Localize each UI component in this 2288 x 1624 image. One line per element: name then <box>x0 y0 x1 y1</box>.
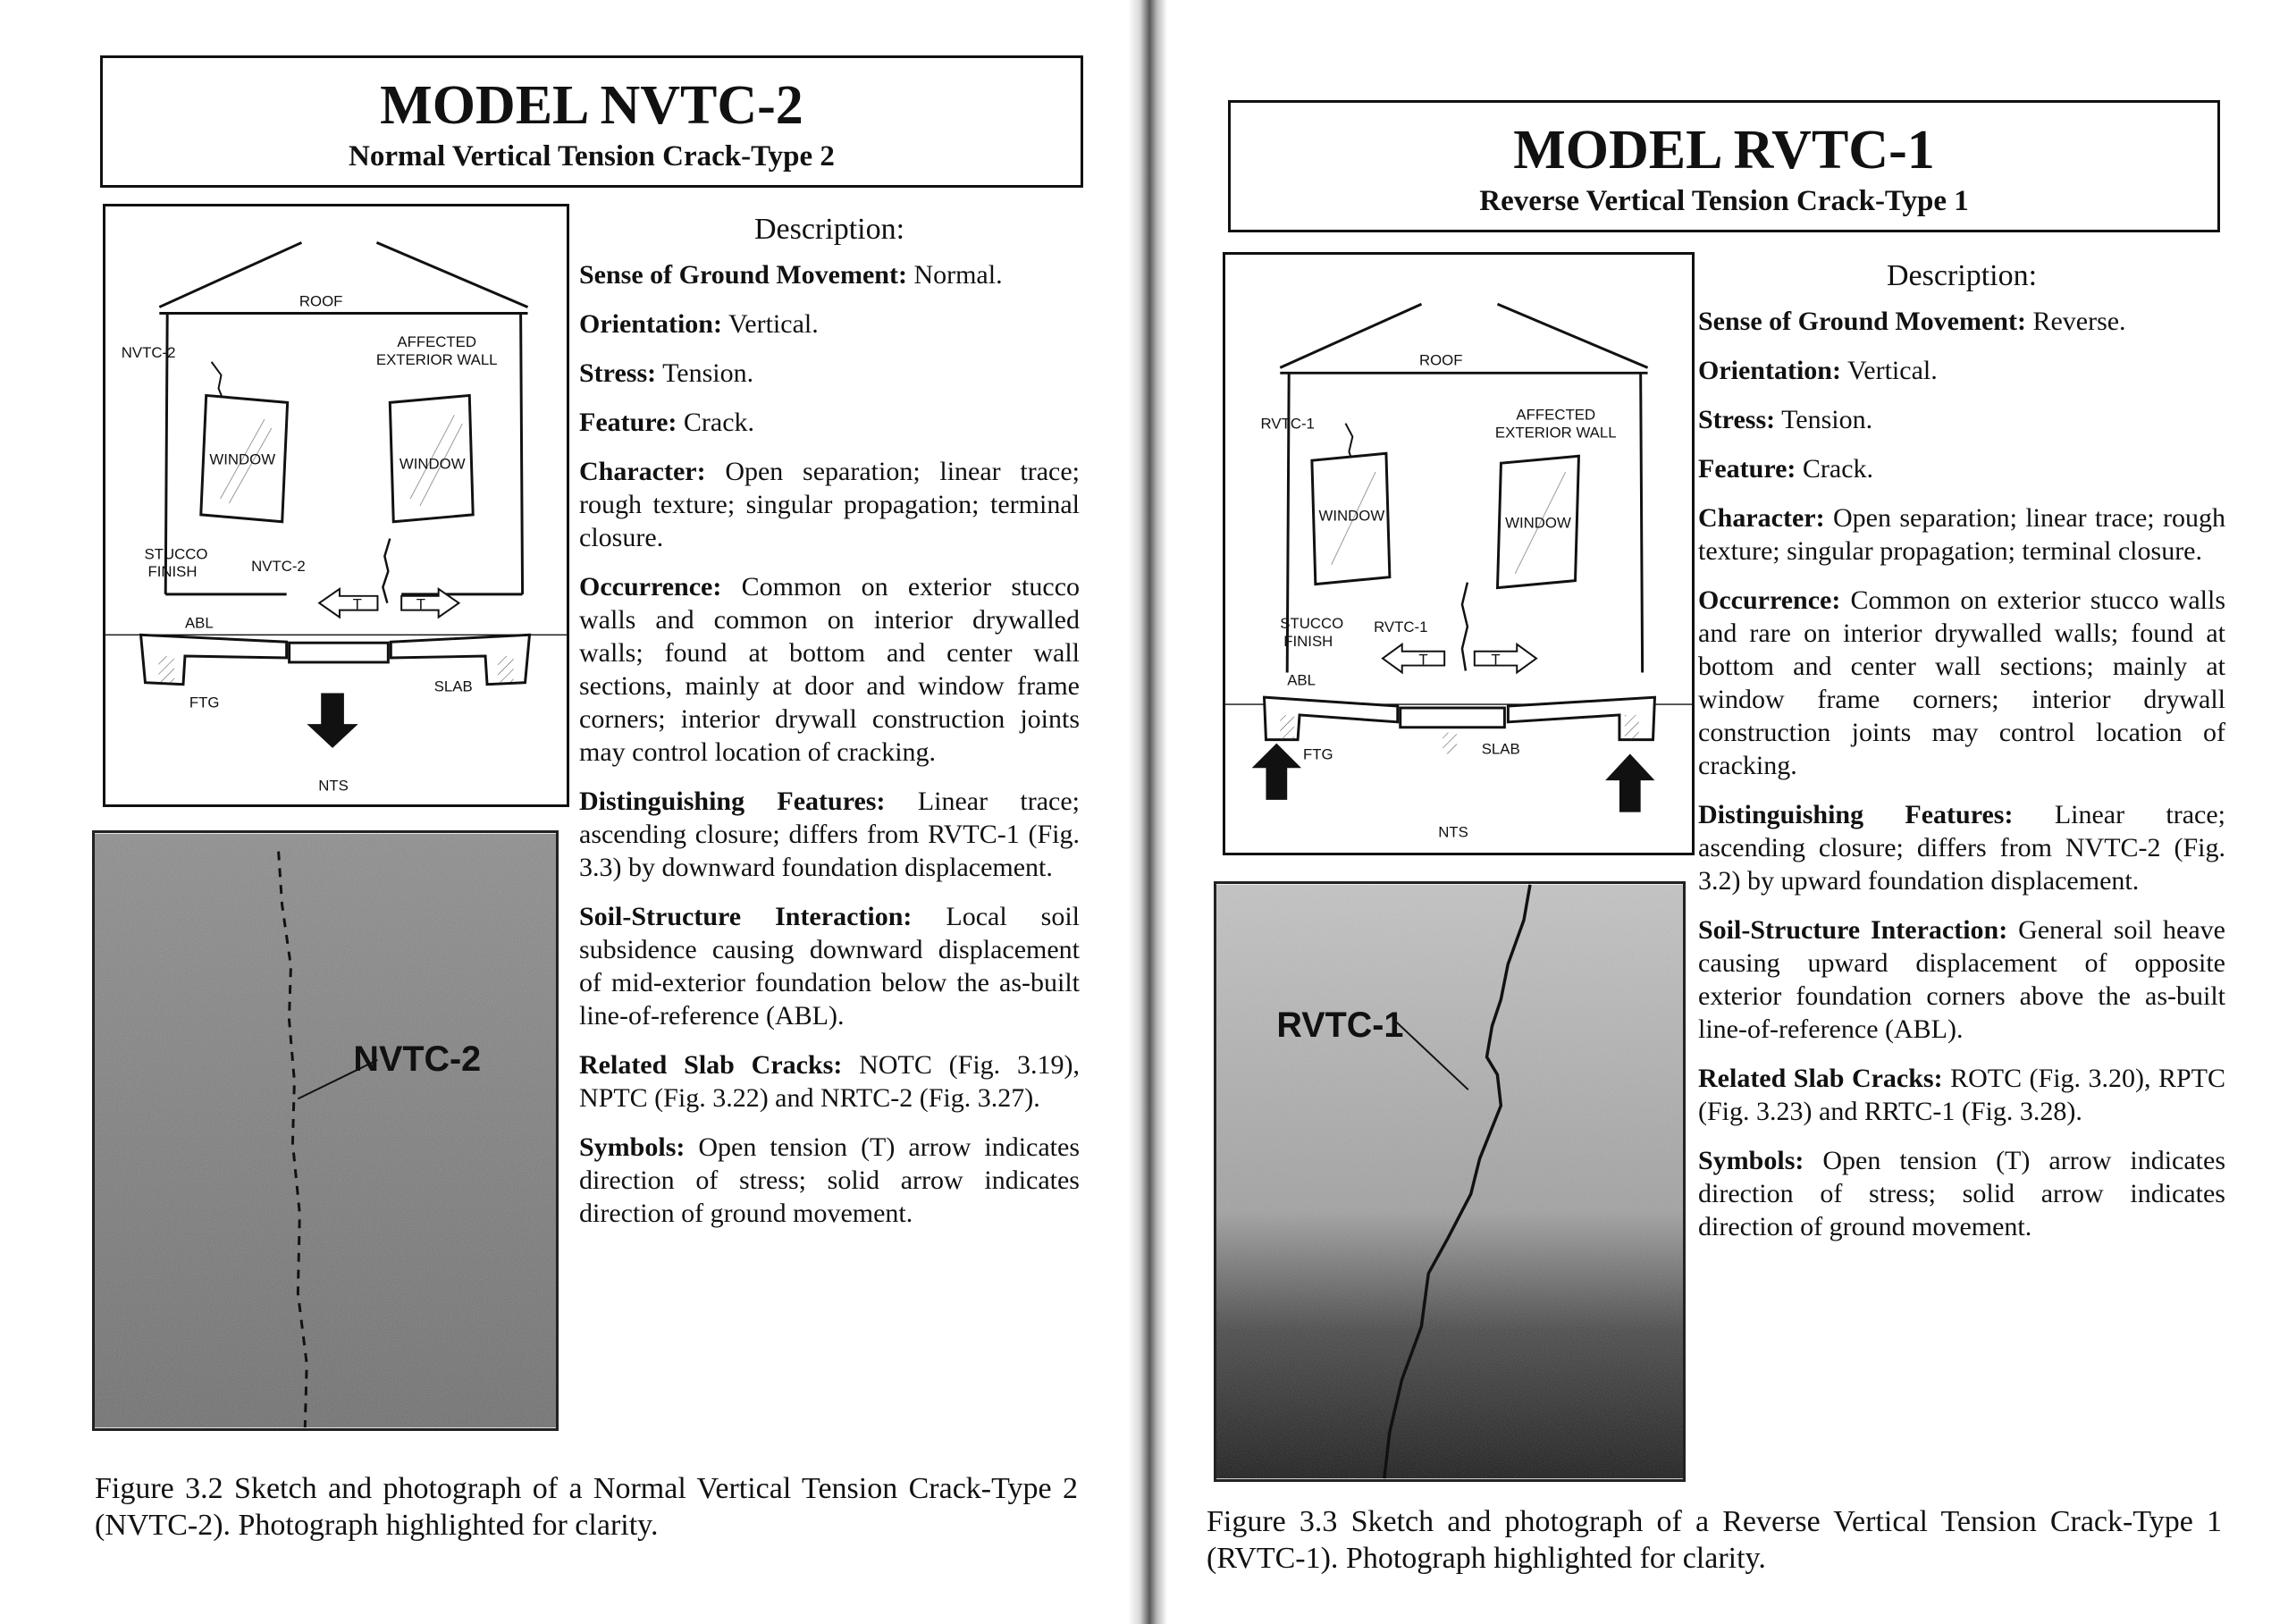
tension-arrow-right <box>1475 644 1536 673</box>
roof-lines <box>159 242 527 313</box>
nts-label: NTS <box>318 777 349 795</box>
nts-label: NTS <box>1438 823 1468 841</box>
affected-wall-label-2: EXTERIOR WALL <box>1494 424 1617 442</box>
window-left-label: WINDOW <box>209 450 276 468</box>
abl-label: ABL <box>184 614 214 632</box>
description-panel <box>579 213 1080 1246</box>
ftg-label: FTG <box>189 694 220 711</box>
desc-item: Occurrence: Common on exterior stucco walls and rare on interior drywalled walls; found at bottom and center wall sections; mainly at window frame corners; interior drywall construction joints may control location of cracking. <box>1698 585 2225 780</box>
left-page <box>0 0 1128 1624</box>
photo-crack-label: RVTC-1 <box>1276 1005 1404 1045</box>
roof-label: ROOF <box>299 292 343 310</box>
desc-item: Character: Open separation; linear trace; rough texture; singular propagation; terminal closure. <box>579 457 1081 552</box>
desc-item: Soil-Structure Interaction: General soil heave causing upward displacement of opposite exterior foundation corners above the as-built line-of-reference (ABL). <box>1698 915 2225 1044</box>
description-heading: Description: <box>753 213 905 246</box>
crack-label-mid: NVTC-2 <box>251 558 306 576</box>
tension-label-left: T <box>1418 651 1428 669</box>
crack-label-top: NVTC-2 <box>121 343 176 361</box>
right-page <box>1167 0 2288 1624</box>
figure-caption: Figure 3.3 Sketch and photograph of a Reverse Vertical Tension Crack-Type 1 (RVTC-1). Photograph highlighted for clarity. <box>1207 1505 2222 1575</box>
model-subtitle: Normal Vertical Tension Crack-Type 2 <box>349 140 835 172</box>
ftg-label: FTG <box>1303 745 1333 763</box>
slab-label: SLAB <box>433 677 473 695</box>
model-subtitle: Reverse Vertical Tension Crack-Type 1 <box>1479 185 1969 217</box>
ground-movement-arrow <box>307 694 358 748</box>
desc-item: Symbols: Open tension (T) arrow indicates direction of stress; solid arrow indicates direction of ground movement. <box>1698 1146 2225 1241</box>
tension-arrow-left <box>1383 644 1444 673</box>
crack-photograph <box>1214 881 1686 1482</box>
tension-arrow-left <box>319 589 377 618</box>
abl-label: ABL <box>1287 671 1316 689</box>
desc-item: Related Slab Cracks: ROTC (Fig. 3.20), RPTC (Fig. 3.23) and RRTC-1 (Fig. 3.28). <box>1698 1064 2225 1126</box>
foundation <box>141 635 530 684</box>
crack-photograph <box>92 830 559 1431</box>
desc-item: Occurrence: Common on exterior stucco walls and common on interior drywalled walls; found at bottom and center wall sections, mainly at door and window frame corners; interior drywall construction joints may control location of cracking. <box>579 572 1081 767</box>
crack-label-top: RVTC-1 <box>1260 415 1315 433</box>
affected-wall-label-1: AFFECTED <box>397 333 477 351</box>
stucco-label-1: STUCCO <box>144 545 208 563</box>
desc-item: Orientation: Vertical. <box>1698 356 1938 385</box>
stucco-label-2: FINISH <box>1283 632 1333 650</box>
desc-item: Sense of Ground Movement: Normal. <box>579 260 1003 290</box>
stucco-label-2: FINISH <box>147 563 198 581</box>
model-title-box <box>100 55 1083 188</box>
model-title: MODEL NVTC-2 <box>380 75 803 136</box>
description-heading: Description: <box>1886 259 2038 292</box>
model-title: MODEL RVTC-1 <box>1513 120 1935 181</box>
desc-item: Soil-Structure Interaction: Local soil subsidence causing downward displacement of mid-exterior foundation below the as-built line-of-reference (ABL). <box>579 902 1080 1031</box>
ground-movement-arrow-left <box>1252 744 1301 800</box>
tension-label-right: T <box>416 595 426 613</box>
window-left-label: WINDOW <box>1318 507 1385 525</box>
desc-item: Related Slab Cracks: NOTC (Fig. 3.19), NPTC (Fig. 3.22) and NRTC-2 (Fig. 3.27). <box>579 1050 1081 1113</box>
affected-wall-label-2: EXTERIOR WALL <box>375 350 498 368</box>
crack-label-mid: RVTC-1 <box>1374 618 1428 635</box>
house-sketch <box>1223 252 1695 855</box>
desc-item: Character: Open separation; linear trace; rough texture; singular propagation; terminal closure. <box>1698 503 2226 566</box>
figure-caption: Figure 3.2 Sketch and photograph of a Normal Vertical Tension Crack-Type 2 (NVTC-2). Photograph highlighted for clarity. <box>95 1472 1078 1542</box>
desc-item: Feature: Crack. <box>579 408 755 437</box>
slab-label: SLAB <box>1481 740 1520 758</box>
photo-crack-label: NVTC-2 <box>353 1039 482 1079</box>
model-title-box <box>1228 100 2220 232</box>
desc-item: Sense of Ground Movement: Reverse. <box>1698 307 2126 336</box>
window-right-label: WINDOW <box>399 455 466 473</box>
desc-item: Distinguishing Features: Linear trace; ascending closure; differs from NVTC-2 (Fig. 3.2) by upward foundation displacement. <box>1698 800 2226 896</box>
roof-label: ROOF <box>1418 351 1463 369</box>
desc-item: Stress: Tension. <box>1698 405 1873 434</box>
desc-item: Stress: Tension. <box>579 358 754 388</box>
house-sketch <box>103 204 569 807</box>
stucco-label-1: STUCCO <box>1280 615 1344 633</box>
window-right-label: WINDOW <box>1505 514 1571 532</box>
desc-item: Symbols: Open tension (T) arrow indicates direction of stress; solid arrow indicates direction of ground movement. <box>579 1132 1080 1228</box>
tension-label-left: T <box>352 595 362 613</box>
desc-item: Orientation: Vertical. <box>579 309 819 339</box>
ground-movement-arrow-right <box>1605 753 1654 812</box>
description-panel <box>1698 259 2225 1259</box>
tension-label-right: T <box>1491 651 1501 669</box>
desc-item: Feature: Crack. <box>1698 454 1874 484</box>
desc-item: Distinguishing Features: Linear trace; ascending closure; differs from RVTC-1 (Fig. 3.3) by downward foundation displacement. <box>579 787 1081 882</box>
affected-wall-label-1: AFFECTED <box>1516 406 1596 424</box>
book-gutter <box>1128 0 1167 1624</box>
roof-lines <box>1280 304 1647 373</box>
foundation <box>1265 697 1655 739</box>
